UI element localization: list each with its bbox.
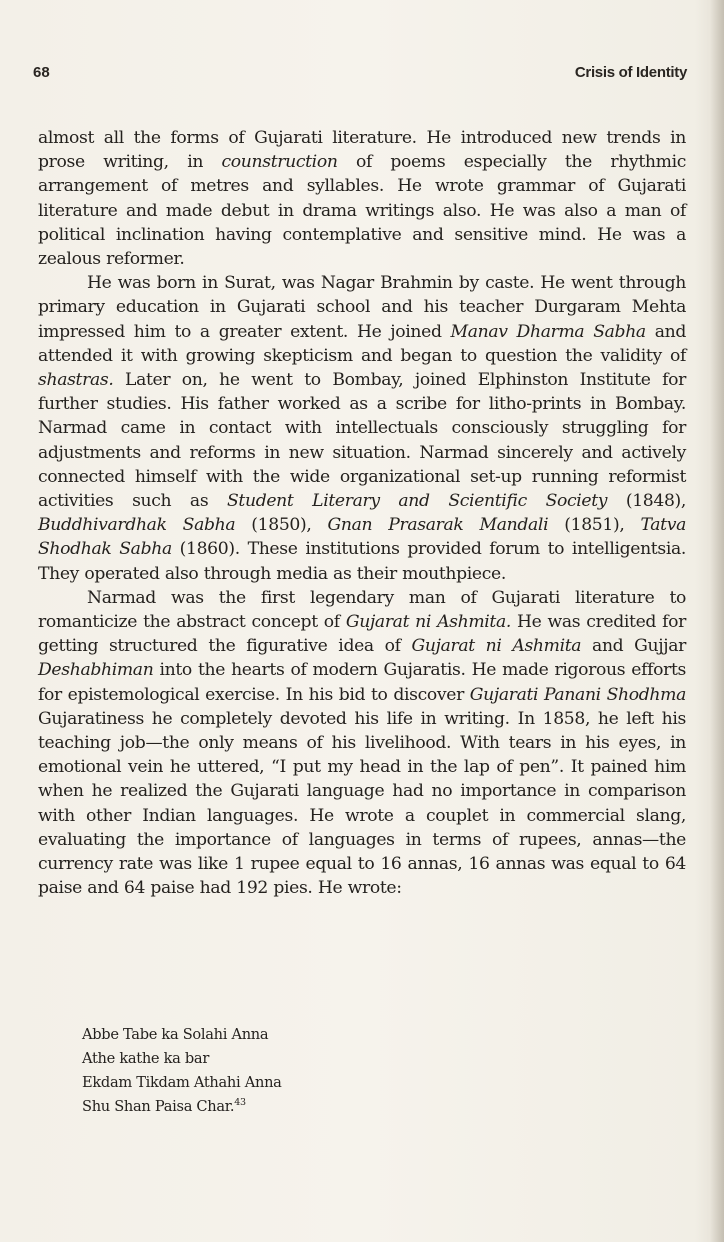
italic-term: shastras. [38,370,114,391]
italic-term: Gujarati Panani Shodhma [469,684,686,705]
text-run: (1848), [607,491,687,512]
text-run: (1860). These institutions provided forum to intelligentsia. They operated also through media as their mouthpiece. [38,539,686,584]
text-run: and attended it with growing skepticism and began to question the validity of [38,321,686,366]
text-run: He was credited for getting structured the figurative idea of [38,612,686,657]
text-run: into the hearts of modern Gujaratis. He made rigorous efforts for epistemological exercise. In his bid to discover [38,660,686,705]
verse-line: Athe kathe ka bar [82,1050,210,1067]
text-run: Gujaratiness he completely devoted his life in writing. In 1858, he left his teaching job—the only means of his livelihood. With tears in his eyes, in emotional vein he uttered, “I put my head in the lap of pen”. It pained him when he realized the Gujarati language had no importance in comparison with other Indian languages. He wrote a couplet in commercial slang, evaluating the importance of languages in terms of rupees, annas—the currency rate was like 1 rupee equal to 16 annas, 16 annas was equal to 64 paise and 64 paise had 192 pies. He wrote: [38,708,686,899]
italic-term: Buddhivardhak Sabha [38,515,236,536]
text-run: (1851), [548,515,641,536]
verse-block [82,1023,482,1119]
verse-line: Ekdam Tikdam Athahi Anna [82,1074,282,1091]
page-number: 68 [33,64,50,81]
text-run: He was born in Surat, was Nagar Brahmin by caste. He went through primary education in Gujarati school and his teacher Durgaram Mehta impressed him to a greater extent. He joined [38,273,686,342]
paragraph [38,586,686,901]
verse-line: Abbe Tabe ka Solahi Anna [82,1026,269,1043]
text-run: almost all the forms of Gujarati literature. He introduced new trends in prose writing, in [38,128,686,173]
running-head [33,64,687,86]
verse-line-text: Shu Shan Paisa Char. [82,1098,235,1115]
italic-term: counstruction [221,152,338,173]
paragraph [38,271,686,586]
running-title: Crisis of Identity [574,64,687,81]
verse-line-last [82,1095,482,1119]
italic-term: Student Literary and Scientific Society [227,491,608,512]
text-run: and Gujjar [581,636,686,657]
body-text [38,126,686,901]
italic-term: Deshabhiman [38,660,154,681]
italic-term: Gujarat ni Ashmita [411,636,582,657]
italic-term: Tatva Shodhak Sabha [38,515,686,560]
text-run: of poems especially the rhythmic arrangement of metres and syllables. He wrote grammar of Gujarati literature and made debut in drama writings also. He was also a man of political inclination having contemplative and sensitive mind. He was a zealous reformer. [38,152,686,270]
italic-term: Gujarat ni Ashmita. [345,612,511,633]
italic-term: Gnan Prasarak Mandali [327,515,549,536]
text-run: Narmad was the first legendary man of Gujarati literature to romanticize the abstract concept of [38,587,686,633]
text-run: Later on, he went to Bombay, joined Elphinston Institute for further studies. His father worked as a scribe for litho-prints in Bombay. Narmad came in contact with intellectuals consciously struggling for adjustments and reforms in new situation. Narmad sincerely and actively connected himself with the wide organizational set-up running reformist activities such as [38,370,686,512]
spine-shadow [710,0,724,1242]
text-run: (1850), [235,515,328,536]
paragraph [38,126,686,271]
italic-term: Manav Dharma Sabha [450,321,646,342]
footnote-reference: 43 [234,1097,246,1108]
